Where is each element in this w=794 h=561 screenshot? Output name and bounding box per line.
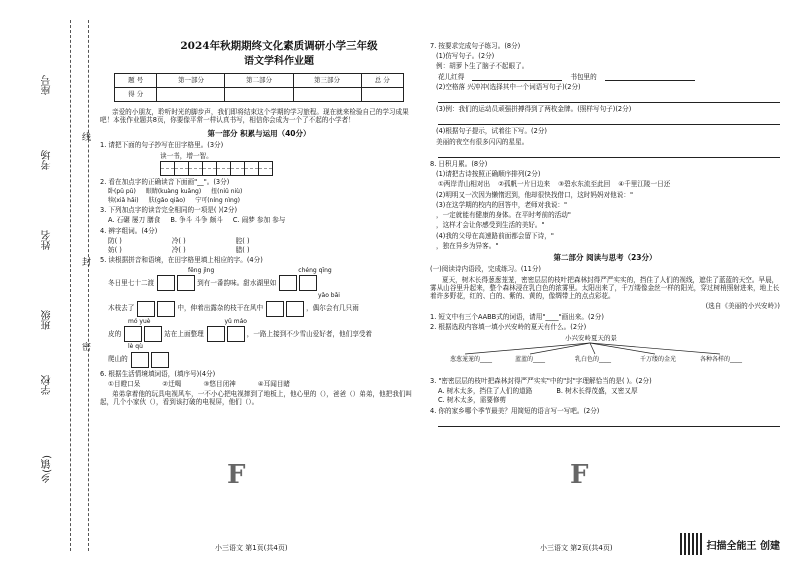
r3-option[interactable]: C. 树木太多，需要修剪 (438, 396, 507, 405)
q7-1: (1)仿写句子。(2分) (436, 52, 495, 61)
q5-text: 木枝去了 (108, 304, 135, 313)
q6-option: ④耳闻目睹 (257, 379, 290, 388)
q2-item[interactable]: 眼睛(kuàng kuāng) (145, 188, 202, 196)
r3-options (438, 387, 780, 395)
q7-3: (3)例：我们的运动员顽强拼搏得到了两枚金牌。(照样写句子)(2分) (436, 105, 632, 114)
score-cell[interactable] (361, 87, 403, 101)
q8-1: (1)请把古诗按照正确顺序排列(2分) (436, 170, 541, 179)
q4: 4. 辨字组词。(4分) (100, 226, 158, 235)
page-right (430, 40, 780, 560)
q5-text: 皮的 (108, 329, 122, 338)
q5-pinyin-text: yǔ máo (224, 317, 247, 325)
q7-1-row (438, 73, 780, 81)
tianzige[interactable] (160, 161, 272, 176)
answer-line[interactable] (438, 93, 780, 103)
qr-code-icon (680, 533, 702, 555)
q3-options (108, 216, 418, 224)
q8-1-option: ③碧水东流至此回 (558, 180, 611, 189)
score-cell[interactable] (157, 87, 225, 101)
label-seat: 座号 (42, 75, 53, 95)
score-table (114, 73, 404, 102)
q1-line: 读一书，增一智。 (160, 151, 213, 160)
answer-line[interactable] (472, 73, 562, 81)
q5-pinyin (108, 267, 418, 275)
mind-map-item[interactable]: 蓝蓝的____ (515, 356, 546, 363)
q5-pinyin-text: fēng jìng (188, 266, 215, 274)
score-header: 第二部分 (225, 73, 293, 87)
q1: 1. 请把下面的句子抄写在田字格里。(3分) (100, 141, 224, 150)
q2-item[interactable]: 扭(niǔ niù) (211, 188, 243, 196)
q8: 8. 日积月累。(8分) (430, 159, 488, 168)
q4-item[interactable]: 妨( ) (108, 246, 122, 255)
watermark-f: F (570, 460, 589, 490)
score-header: 第一部分 (157, 73, 225, 87)
q2-row (108, 197, 418, 205)
reading-title: (一)阅读诗内语段，完成练习。(11分) (430, 265, 541, 274)
answer-box[interactable] (227, 326, 245, 342)
q8-4: (4)我的父母在高速路前面都会留下诗，" (436, 231, 554, 240)
q5-text: 中，伸着出露杂的枝干在风中 (177, 304, 264, 313)
answer-box[interactable] (177, 275, 195, 291)
q2-item[interactable]: 犊(xiǎ hǎi) (108, 196, 139, 204)
score-header: 第三部分 (293, 73, 361, 87)
label-room: 考场 (42, 150, 53, 170)
dash-line (88, 20, 89, 551)
answer-box[interactable] (157, 275, 175, 291)
answer-box[interactable] (286, 301, 304, 317)
cut-mark: 封 (82, 258, 92, 268)
q8-3c: ，这样才会让你感受到生活的美好。" (436, 221, 545, 230)
q5-pinyin (108, 292, 418, 300)
answer-box[interactable] (299, 275, 317, 291)
q8-1-option: ①两岸青山相对出 (438, 180, 491, 189)
q6-option: ②迁喝 (162, 379, 182, 388)
q7-4-text: 美丽的夜空有很多闪闪的星星。 (436, 137, 529, 146)
q8-1-option: ④千里江陵一日还 (618, 180, 671, 189)
answer-box[interactable] (279, 275, 297, 291)
q5-line (108, 326, 418, 342)
q1-grid[interactable] (160, 161, 418, 176)
q3-option[interactable]: B. 争斗 斗争 颇斗 (170, 216, 223, 225)
answer-line[interactable] (438, 417, 780, 427)
r3-options (438, 396, 780, 404)
q4-row (108, 237, 418, 245)
q6-option: ①目瞪口呆 (108, 379, 141, 388)
q5-pinyin-text: lè qù (128, 343, 143, 351)
mind-map-item[interactable]: 各种各样的____ (700, 356, 743, 363)
answer-box[interactable] (151, 352, 169, 368)
q5-pinyin-text: yǎo bǎi (318, 292, 340, 300)
q8-3b: ，一定就能有健康的身体。在平时考前的活动" (436, 211, 571, 220)
q2-row (108, 188, 418, 196)
q4-item[interactable]: 腊( ) (235, 246, 250, 255)
answer-box[interactable] (157, 301, 175, 317)
answer-box[interactable] (137, 301, 155, 317)
watermark-f: F (227, 460, 246, 490)
q4-item[interactable]: 腔( ) (235, 236, 250, 245)
q7-1-prompt: 花儿红得 (438, 72, 465, 81)
mind-map-item[interactable]: 葱葱茏茏的____ (450, 356, 493, 363)
score-header: 总 分 (361, 73, 403, 87)
q5-text: 站在上面整理 (164, 329, 204, 338)
exam-subtitle: 语文学科作业题 (244, 56, 314, 68)
q2-item[interactable]: 肤(gǎo qiǎo) (148, 196, 186, 204)
q5-pinyin-text: mó yuè (128, 317, 151, 325)
answer-line[interactable] (438, 148, 780, 158)
q7-1-example: 例：胡萝卜生了脑子不起眼了。 (436, 62, 529, 71)
q5-text: ，偶尔会有几只雨 (306, 304, 359, 313)
score-cell[interactable] (293, 87, 361, 101)
answer-box[interactable] (124, 326, 142, 342)
q5-pinyin (108, 343, 418, 351)
q8-4b: ，独在异乡为异客。" (436, 241, 499, 250)
q6-options (108, 380, 418, 388)
answer-line[interactable] (438, 115, 780, 125)
q5-line (108, 301, 418, 317)
label-town: 乡(镇) (42, 455, 53, 483)
label-name: 姓名 (42, 230, 53, 250)
answer-box[interactable] (144, 326, 162, 342)
answer-line[interactable] (605, 73, 695, 81)
q4-item[interactable]: 冷( ) (171, 236, 186, 245)
q5-text: 冬日里七十二渡 (108, 278, 155, 287)
q6: 6. 根据生活情境填词语，(填序号)(4分) (100, 369, 216, 378)
mind-map-root: 小兴安岭夏天的景 (565, 334, 617, 342)
answer-box[interactable] (131, 352, 149, 368)
intro-text: 亲爱的小朋友，聆听时光的脚步声，我们即将结束这个学期的学习旅程。现在就来检验自己的学习成果吧！本张作业题共8页，你要像平常一样认真书写，相信你会成为一个了不起的小学者！ (100, 107, 409, 124)
page-left (100, 40, 418, 560)
q7: 7. 按要求完成句子练习。(8分) (430, 42, 521, 50)
reading-source: (选自《美丽的小兴安岭》) (705, 302, 780, 311)
part1-heading: 第一部分 积累与运用（40分） (207, 129, 311, 139)
label-school: 学校 (42, 375, 53, 395)
r2: 2. 根据选段内容填一填小兴安岭的夏天有什么。(2分) (430, 322, 587, 331)
q4-item[interactable]: 防( ) (108, 236, 122, 245)
exam-title: 2024年秋期期终文化素质调研小学三年级 (180, 40, 378, 52)
score-cell[interactable] (225, 87, 293, 101)
q2: 2. 看在加点字的正确读音下面画"__"。(3分) (100, 177, 230, 186)
mind-map-item[interactable]: 乳白色的____ (575, 356, 612, 363)
footer-right: 小三语文 第2页(共4页) (540, 544, 613, 552)
scanner-text: 扫描全能王 创建 (706, 540, 780, 552)
binding-strip (0, 0, 92, 561)
score-header: 题 号 (115, 73, 157, 87)
q5: 5. 读根据拼音和语境，在田字格里填上相应的字。(4分) (100, 256, 263, 265)
q5-text: 爬山的 (108, 355, 128, 364)
q7-1-prompt: 书包里的 (570, 72, 597, 81)
footer-left: 小三语文 第1页(共4页) (215, 544, 288, 552)
r3-option[interactable]: A. 树木太多，挡住了人们的道路 (438, 387, 533, 396)
q4-item[interactable]: 冷( ) (171, 246, 186, 255)
q8-1-options (438, 180, 780, 188)
q8-2: (2)明明又一次因为懒惰迟到，他却很快找借口，这时妈妈对他说：" (436, 190, 633, 199)
q2-item[interactable]: 卧(pū pū) (108, 188, 136, 196)
q5-line (108, 275, 418, 291)
answer-box[interactable] (266, 301, 284, 317)
q5-text: 到有一番韵味。甜水湖里如 (197, 278, 277, 287)
q5-pinyin-text: chéng qīng (298, 266, 332, 274)
q3-option[interactable]: A. 石碾 屡刀 膳食 (108, 216, 161, 225)
q8-1-option: ②孤帆一片日边来 (498, 180, 551, 189)
q4-row (108, 246, 418, 254)
q6-option: ③悠目闭神 (203, 379, 236, 388)
mind-map-item[interactable]: 千万缕的金光 (640, 356, 677, 363)
mind-map (450, 334, 780, 374)
cut-mark: 线 (82, 133, 92, 143)
q2-item[interactable]: 宁可(níng nìng) (195, 196, 240, 204)
r4: 4. 你的家乡哪个季节最美？用简短的语言写一写吧。(2分) (430, 406, 600, 415)
q5-line (108, 352, 418, 368)
part2-heading: 第二部分 阅读与思考（23分） (553, 252, 657, 262)
score-row-label: 得 分 (115, 87, 157, 101)
q5-pinyin (108, 318, 418, 326)
label-class: 班级 (42, 310, 53, 330)
q7-2: (2)空格落 兴冲冲(选择其中一个词语写句子)(2分) (436, 82, 581, 91)
r1: 1. 短文中有三个AABB式的词语，请用"____"画出来。(2分) (430, 312, 604, 321)
cut-mark: 密 (82, 343, 92, 353)
answer-box[interactable] (207, 326, 225, 342)
q3-option[interactable]: C. 闹梦 参加 参与 (232, 216, 286, 225)
q5-text: ，一路上接到不少雪山爱好者，他们享受着 (246, 329, 373, 338)
r3-option[interactable]: B. 树木长得茂盛，又密又厚 (556, 387, 638, 396)
dash-line (70, 20, 71, 551)
reading-text: 夏天，树木长得葱葱茏茏，密密层层的枝叶把森林封得严严实实的，挡住了人们的视线，遮住了蓝蓝的天空。早晨，雾从山谷里升起来，整个森林浸在乳白色的浓雾里。太阳出来了，千万缕像金丝一样的阳光，穿过树梢照射进来，地上长着许多野花，红的、白的、紫的、黄的，像绸带上的点点彩花。 (430, 275, 780, 301)
q6-text: 弟弟拿着他的玩具电视风车，一不小心把电视摔到了地板上，他心里的（），爸爸（）弟弟，他把我们叫起，几个小家伙（），看到该打破的电视屏，他们（）。 (100, 390, 413, 407)
q7-4: (4)根据句子提示，试着往下写。(2分) (436, 127, 547, 136)
scanner-stamp (680, 533, 780, 555)
r3: 3. "密密层层的枝叶把森林封得严严实实"中的"封"字理解恰当的是( )。(2分) (430, 377, 652, 385)
q3: 3. 下列加点字的读音完全相同的一项是( )(2分) (100, 206, 238, 215)
q8-3: (3)在这学期的校内的回答中，老师对我说：" (436, 200, 568, 209)
